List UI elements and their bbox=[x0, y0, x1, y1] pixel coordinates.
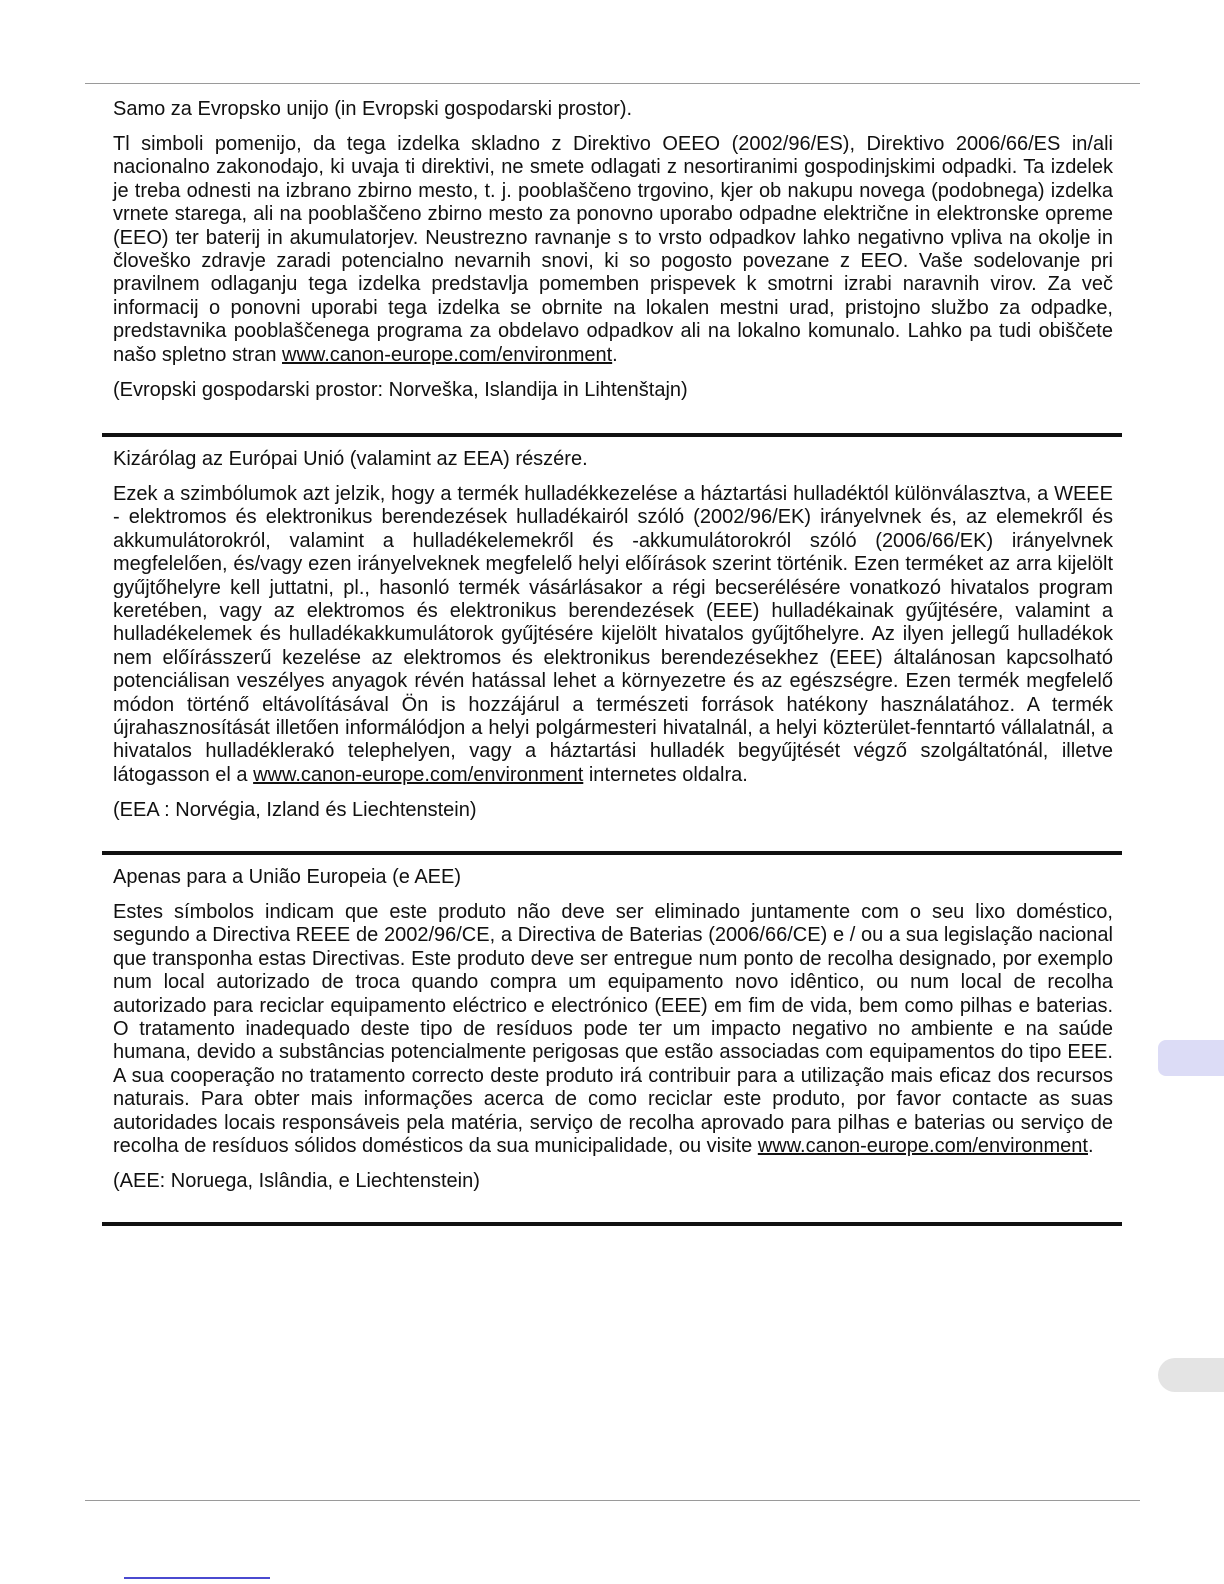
environment-link[interactable]: www.canon-europe.com/environment bbox=[282, 343, 613, 366]
section-note: (EEA : Norvégia, Izland és Liechtenstein) bbox=[113, 799, 477, 822]
section-divider bbox=[102, 851, 1122, 855]
body-text: Ezek a szimbólumok azt jelzik, hogy a termék hulladékkezelése a háztartási hulladéktól különválasztva, a WEEE - elektromos és elektronikus berendezések hulladékairól szóló (2002/96/EK) irányelvnek és, az elemekről és akkumulátorokról, valamint a hulladékelemekről és -akkumulátorokról szóló (2006/66/EK) irányelvnek megfelelően, és/vagy ezen irányelveknek megfelelő helyi előírások szerint történik. Ezen terméket az arra kijelölt gyűjtőhelyre kell juttatni, pl., hasonló termék vásárlásakor a régi becserélésére vonatkozó hivatalos program keretében, vagy az elektromos és elektronikus berendezések (EEE) hulladékainak gyűjtésére, valamint a hulladékelemek és hulladékakkumulátorok gyűjtésére kijelölt hivatalos gyűjtőhelyre. Az ilyen jellegű hulladékok nem előírásszerű kezelése az elektromos és elektronikus berendezésekhez (EEE) általánosan kapcsolható potenciálisan veszélyes anyagok révén hatással lehet a környezetre és az egészségre. Ezen termék megfelelő módon történő eltávolításával Ön is hozzájárul a természeti források hatékony használatához. A termék újrahasznosítását illetően informálódjon a helyi polgármesteri hivatalnál, a helyi közterület-fenntartó vállalatnál, a hivatalos hulladéklerakó telephelyen, vagy a háztartási hulladék begyűjtését végző szolgáltatónál, illetve látogasson el a bbox=[113, 483, 1113, 786]
footer-rule bbox=[85, 1500, 1140, 1501]
section-title: Kizárólag az Európai Unió (valamint az EEA) részére. bbox=[113, 448, 588, 470]
body-text: Estes símbolos indicam que este produto não deve ser eliminado juntamente com o seu lixo doméstico, segundo a Directiva REEE de 2002/96/CE, a Directiva de Baterias (2006/66/CE) e / ou a sua legislação nacional que transponha estas Directivas. Este produto deve ser entregue num ponto de recolha designado, por exemplo num local autorizado de troca quando compra um equipamento novo idêntico, ou num local de recolha autorizado para reciclar equipamento eléctrico e electrónico (EEE) em fim de vida, bem como pilhas e baterias. O tratamento inadequado deste tipo de resíduos pode ter um impacto negativo no ambiente e na saúde humana, devido a substâncias potencialmente perigosas que estão associadas com equipamentos do tipo EEE. A sua cooperação no tratamento correcto deste produto irá contribuir para a utilização mais eficaz dos recursos naturais. Para obter mais informações acerca de como reciclar este produto, por favor contacte as suas autoridades locais responsáveis pela matéria, serviço de recolha aprovado para pilhas e baterias ou serviço de recolha de resíduos sólidos domésticos da sua municipalidade, ou visite bbox=[113, 901, 1113, 1158]
body-text-end: . bbox=[612, 343, 618, 366]
index-tab[interactable] bbox=[1158, 1358, 1224, 1392]
body-text: Tl simboli pomenijo, da tega izdelka skladno z Direktivo OEEO (2002/96/ES), Direktivo 2006/66/ES in/ali nacionalno zakonodajo, ki uvaja ti direktivi, ne smete odlagati z nesortiranimi gospodinjskimi odpadki. Ta izdelek je treba odnesti na izbrano zbirno mesto, t. j. pooblaščeno trgovino, kjer ob nakupu novega (podobnega) izdelka vrnete starega, ali na pooblaščeno zbirno mesto za ponovno uporabo odpadne električne in elektronske opreme (EEO) ter baterij in akumulatorjev. Neustrezno ravnanje s to vrsto odpadkov lahko negativno vpliva na okolje in človeško zdravje zaradi potencialno nevarnih snovi, ki so pogosto povezane z EEO. Vaše sodelovanje pri pravilnem odlaganju tega izdelka predstavlja pomemben prispevek k smotrni izrabi naravnih virov. Za več informacij o ponovni uporabi tega izdelka se obrnite na lokalen mestni urad, pristojno službo za odpadke, predstavnika pooblaščenega programa za obdelavo odpadkov ali na lokalno komunalo. Lahko pa tudi obiščete našo spletno stran bbox=[113, 133, 1113, 366]
chapter-tab[interactable] bbox=[1158, 1040, 1224, 1076]
section-divider bbox=[102, 433, 1122, 437]
section-portuguese bbox=[113, 866, 1113, 1193]
section-hungarian bbox=[113, 448, 1113, 822]
section-divider bbox=[102, 1222, 1122, 1226]
section-title: Samo za Evropsko unijo (in Evropski gospodarski prostor). bbox=[113, 98, 633, 120]
section-note: (Evropski gospodarski prostor: Norveška, Islandija in Lihtenštajn) bbox=[113, 379, 688, 402]
section-body bbox=[113, 483, 1113, 787]
header-rule bbox=[85, 83, 1140, 84]
section-note: (AEE: Noruega, Islândia, e Liechtenstein) bbox=[113, 1170, 480, 1193]
section-body bbox=[113, 901, 1113, 1158]
body-text-end: . bbox=[1087, 1135, 1094, 1158]
environment-link[interactable]: www.canon-europe.com/environment bbox=[253, 763, 584, 786]
body-text-end: internetes oldalra. bbox=[583, 763, 748, 786]
section-slovenian bbox=[113, 98, 1113, 402]
section-body bbox=[113, 133, 1113, 367]
footer-link-underline[interactable] bbox=[124, 1577, 270, 1579]
environment-link[interactable]: www.canon-europe.com/environment bbox=[757, 1135, 1088, 1158]
section-title: Apenas para a União Europeia (e AEE) bbox=[113, 866, 461, 888]
